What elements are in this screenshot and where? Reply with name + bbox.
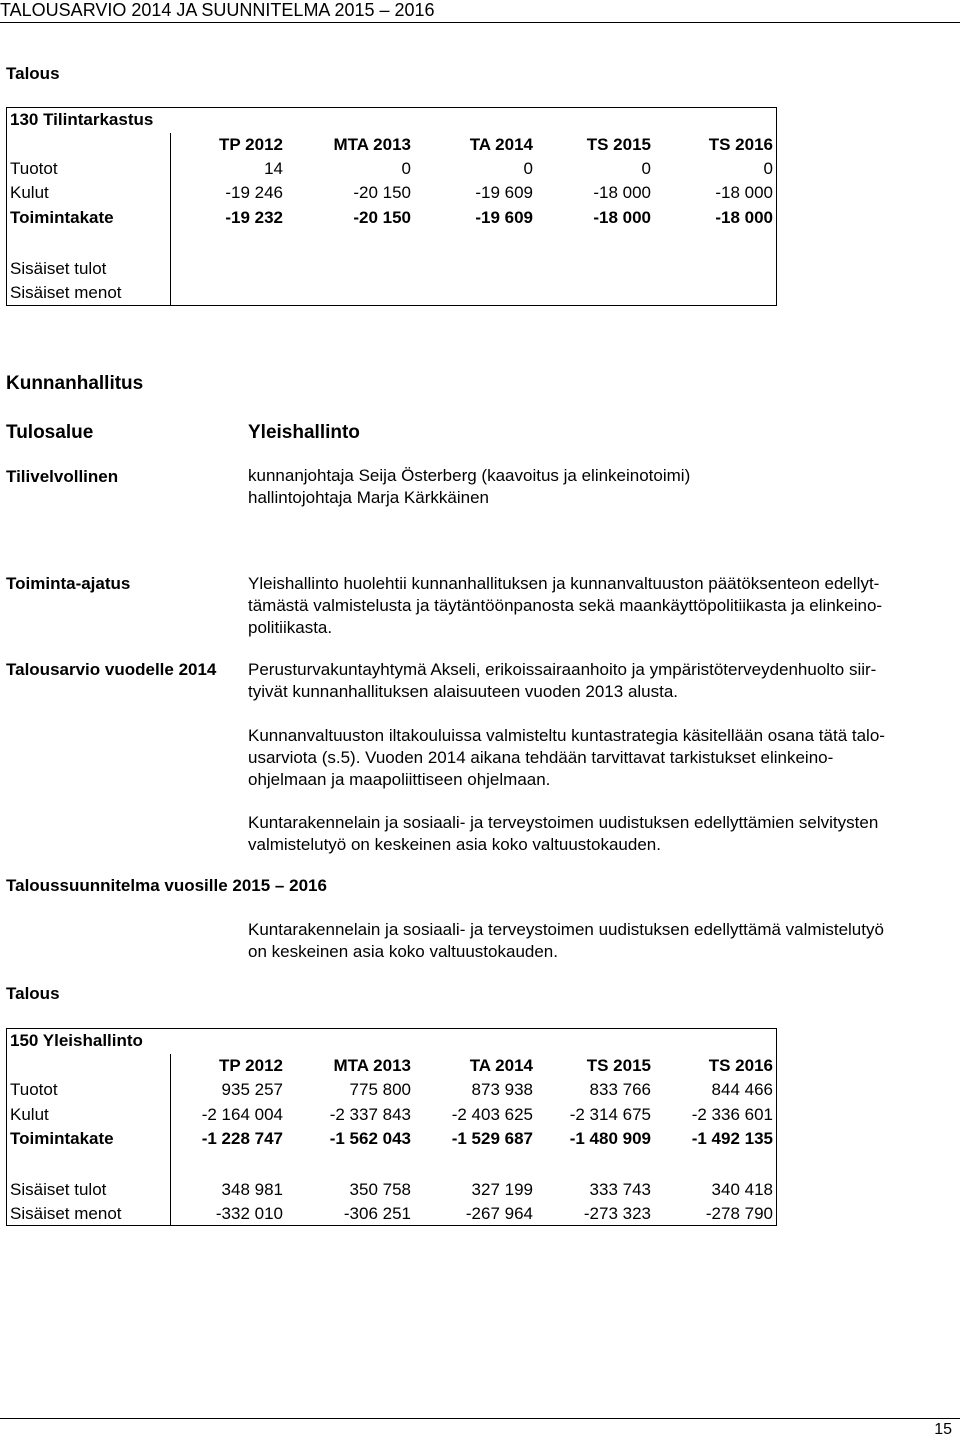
text-line: usarviota (s.5). Vuoden 2014 aikana tehdään tarvittavat tarkistukset elinkeino- <box>248 748 834 767</box>
toiminta-ajatus-text <box>248 573 953 639</box>
table-row-tuotot <box>7 1078 776 1102</box>
table-cell: -273 323 <box>583 1204 651 1223</box>
value-tulosalue: Yleishallinto <box>248 422 360 443</box>
talousarvio-paragraph-1 <box>248 659 953 703</box>
table-cell: 327 199 <box>471 1180 533 1199</box>
row-label: Toimintakate <box>10 208 114 227</box>
header-divider <box>0 22 960 23</box>
table-cell: 0 <box>401 159 411 178</box>
table-cell: -306 251 <box>343 1204 411 1223</box>
table-cell: -1 480 909 <box>569 1129 651 1148</box>
table-cell: -278 790 <box>705 1204 773 1223</box>
table-cell: -267 964 <box>465 1204 533 1223</box>
table-cell: 14 <box>264 159 283 178</box>
column-header: TA 2014 <box>469 135 533 154</box>
table-cell: -19 246 <box>225 183 283 202</box>
taloussuunnitelma-text <box>248 919 953 963</box>
table-title-row <box>7 1029 776 1053</box>
row-label: Tuotot <box>10 1080 58 1099</box>
table-cell: 775 800 <box>349 1080 411 1099</box>
table-header-row <box>7 133 776 157</box>
page-number: 15 <box>934 1421 952 1438</box>
table-cell: -332 010 <box>215 1204 283 1223</box>
table-row-tuotot <box>7 157 776 181</box>
table-cell: 935 257 <box>221 1080 283 1099</box>
table-cell: 348 981 <box>221 1180 283 1199</box>
table-row-sisaiset-menot <box>7 1202 776 1226</box>
table-cell: -1 492 135 <box>691 1129 773 1148</box>
talousarvio-paragraph-2 <box>248 725 953 791</box>
text-line: tyivät kunnanhallituksen alaisuuteen vuoden 2013 alusta. <box>248 682 679 701</box>
label-talousarvio: Talousarvio vuodelle 2014 <box>6 660 217 679</box>
row-label: Tuotot <box>10 159 58 178</box>
text-line: Perusturvakuntayhtymä Akseli, erikoissairaanhoito ja ympäristöterveydenhuolto siir- <box>248 660 877 679</box>
text-line: valmistelutyö on keskeinen asia koko valtuustokauden. <box>248 835 661 854</box>
column-header: MTA 2013 <box>333 135 411 154</box>
table-row-kulut <box>7 1103 776 1127</box>
column-header: TS 2015 <box>586 1056 651 1075</box>
column-header: TS 2016 <box>708 1056 773 1075</box>
table-cell: -1 529 687 <box>451 1129 533 1148</box>
table-title-row <box>7 108 776 132</box>
table-cell: 0 <box>523 159 533 178</box>
table-cell: 833 766 <box>589 1080 651 1099</box>
table-cell: 873 938 <box>471 1080 533 1099</box>
table-cell: 844 466 <box>711 1080 773 1099</box>
heading-kunnanhallitus: Kunnanhallitus <box>6 373 144 394</box>
text-line: ohjelmaan ja maapoliittiseen ohjelmaan. <box>248 770 551 789</box>
table-row-toimintakate <box>7 206 776 230</box>
column-header: TP 2012 <box>219 1056 283 1075</box>
table-row-sisaiset-tulot <box>7 257 776 281</box>
table-header-row <box>7 1054 776 1078</box>
table-cell: 0 <box>763 159 773 178</box>
table-row-sisaiset-menot <box>7 281 776 305</box>
table-cell: -2 314 675 <box>569 1105 651 1124</box>
table-cell: 340 418 <box>711 1180 773 1199</box>
table-cell: -2 337 843 <box>329 1105 411 1124</box>
table-cell: -2 403 625 <box>451 1105 533 1124</box>
table-cell: -18 000 <box>593 208 651 227</box>
document-header: TALOUSARVIO 2014 JA SUUNNITELMA 2015 – 2016 <box>0 0 435 20</box>
column-header: TS 2016 <box>708 135 773 154</box>
table-cell: -1 228 747 <box>201 1129 283 1148</box>
column-header: MTA 2013 <box>333 1056 411 1075</box>
talousarvio-paragraph-3 <box>248 812 953 856</box>
label-taloussuunnitelma: Taloussuunnitelma vuosille 2015 – 2016 <box>6 876 327 895</box>
text-line: on keskeinen asia koko valtuustokauden. <box>248 942 558 961</box>
table-cell: -19 609 <box>475 208 533 227</box>
table-cell: -2 164 004 <box>201 1105 283 1124</box>
label-tulosalue: Tulosalue <box>6 422 94 443</box>
row-label: Sisäiset tulot <box>10 1180 107 1199</box>
table-cell: -18 000 <box>715 183 773 202</box>
text-line: Kunnanvaltuuston iltakouluissa valmisteltu kuntastrategia käsitellään osana tätä talo- <box>248 726 885 745</box>
tilivelvollinen-line: hallintojohtaja Marja Kärkkäinen <box>248 488 489 507</box>
section-heading-talous: Talous <box>6 984 60 1003</box>
column-header: TA 2014 <box>469 1056 533 1075</box>
table-cell: -19 232 <box>225 208 283 227</box>
text-line: Yleishallinto huolehtii kunnanhallituksen ja kunnanvaltuuston päätöksenteon edellyt- <box>248 574 880 593</box>
text-line: politiikasta. <box>248 618 333 637</box>
section-heading-talous: Talous <box>6 64 60 83</box>
table-cell: -19 609 <box>475 183 533 202</box>
row-label: Toimintakate <box>10 1129 114 1148</box>
text-line: tämästä valmistelusta ja täytäntöönpanosta sekä maankäyttöpolitiikasta ja elinkeino- <box>248 596 883 615</box>
table-row-sisaiset-tulot <box>7 1178 776 1202</box>
table-cell: 350 758 <box>349 1180 411 1199</box>
budget-table-tilintarkastus <box>6 107 777 306</box>
text-line: Kuntarakennelain ja sosiaali- ja terveystoimen uudistuksen edellyttämä valmistelutyö <box>248 920 884 939</box>
table-cell: -18 000 <box>715 208 773 227</box>
row-label: Kulut <box>10 183 49 202</box>
row-label: Sisäiset menot <box>10 283 122 302</box>
text-line: Kuntarakennelain ja sosiaali- ja terveystoimen uudistuksen edellyttämien selvitysten <box>248 813 879 832</box>
table-cell: 333 743 <box>589 1180 651 1199</box>
table-cell: -20 150 <box>353 208 411 227</box>
table-title: 130 Tilintarkastus <box>10 110 154 129</box>
table-cell: -2 336 601 <box>691 1105 773 1124</box>
table-row-toimintakate <box>7 1127 776 1151</box>
row-label: Sisäiset menot <box>10 1204 122 1223</box>
tilivelvollinen-line: kunnanjohtaja Seija Österberg (kaavoitus ja elinkeinotoimi) <box>248 466 691 485</box>
label-tilivelvollinen: Tilivelvollinen <box>6 467 119 486</box>
table-cell: 0 <box>641 159 651 178</box>
table-row-kulut <box>7 181 776 205</box>
table-cell: -20 150 <box>353 183 411 202</box>
table-title: 150 Yleishallinto <box>10 1031 143 1050</box>
row-label: Sisäiset tulot <box>10 259 107 278</box>
label-toiminta-ajatus: Toiminta-ajatus <box>6 574 131 593</box>
column-header: TS 2015 <box>586 135 651 154</box>
budget-table-yleishallinto <box>6 1028 777 1226</box>
footer-divider <box>0 1418 960 1419</box>
table-cell: -1 562 043 <box>329 1129 411 1148</box>
row-label: Kulut <box>10 1105 49 1124</box>
table-cell: -18 000 <box>593 183 651 202</box>
column-header: TP 2012 <box>219 135 283 154</box>
